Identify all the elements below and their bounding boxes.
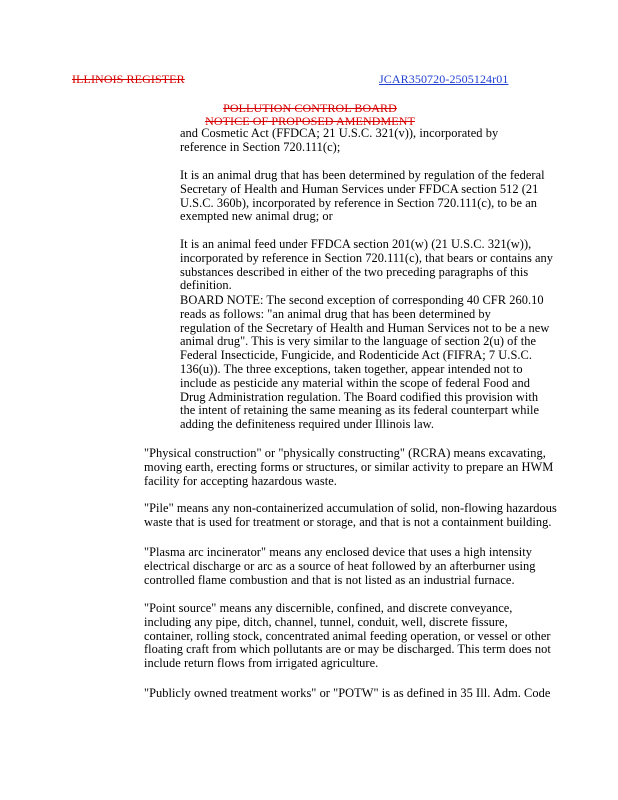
text-line: definition.: [180, 278, 232, 293]
text-line: Drug Administration regulation. The Board codified this provision with: [180, 389, 539, 404]
text-line: 136(u)). The three exceptions, taken together, appear intended not to: [180, 361, 523, 376]
text-line: include return flows from irrigated agriculture.: [144, 656, 379, 671]
text-line: "Point source" means any discernible, confined, and discrete conveyance,: [144, 601, 513, 615]
text-line: exempted new animal drug; or: [180, 209, 333, 224]
text-line: reference in Section 720.111(c);: [180, 139, 341, 154]
board-note: [180, 294, 549, 432]
text-line: adding the definiteness required under Illinois law.: [180, 417, 435, 432]
text-line: container, rolling stock, concentrated animal feeding operation, or vessel or other: [144, 628, 551, 643]
text-line: moving earth, erecting forms or structures, or similar activity to prepare an HWM: [144, 459, 554, 474]
definition-physical-construction: [144, 447, 553, 488]
notice-title: NOTICE OF PROPOSED AMENDMENT: [205, 114, 415, 128]
register-title: ILLINOIS REGISTER: [72, 72, 185, 86]
text-line: controlled flame combustion and that is not listed as an industrial furnace.: [144, 572, 515, 587]
definition-plasma-arc: [144, 546, 536, 587]
definition-potw: [144, 687, 550, 701]
text-line: "Physical construction" or "physically constructing" (RCRA) means excavating,: [144, 446, 546, 460]
document-id-link[interactable]: JCAR350720-2505124r01: [379, 72, 509, 86]
text-line: "Plasma arc incinerator" means any enclosed device that uses a high intensity: [144, 545, 532, 559]
text-line: waste that is used for treatment or storage, and that is not a containment building.: [144, 514, 552, 529]
text-line: facility for accepting hazardous waste.: [144, 473, 337, 488]
text-line: "Publicly owned treatment works" or "POTW" is as defined in 35 Ill. Adm. Code: [144, 686, 551, 700]
text-line: substances described in either of the two preceding paragraphs of this: [180, 264, 529, 279]
text-line: electrical discharge or arc as a source of heat followed by an afterburner using: [144, 558, 536, 573]
text-line: and Cosmetic Act (FFDCA; 21 U.S.C. 321(v)), incorporated by: [180, 126, 499, 140]
text-line: incorporated by reference in Section 720.111(c), that bears or contains any: [180, 250, 554, 265]
text-line: include as pesticide any material within the scope of federal Food and: [180, 375, 530, 390]
text-line: BOARD NOTE: The second exception of corresponding 40 CFR 260.10: [180, 293, 544, 307]
definition-point-source: [144, 602, 551, 671]
text-line: It is an animal feed under FFDCA section 201(w) (21 U.S.C. 321(w)),: [180, 237, 532, 251]
text-line: Secretary of Health and Human Services under FFDCA section 512 (21: [180, 181, 539, 196]
text-line: floating craft from which pollutants are or may be discharged. This term does not: [144, 642, 551, 657]
text-line: reads as follows: "an animal drug that has been determined by: [180, 306, 491, 321]
paragraph-animal-drug: [180, 169, 545, 224]
text-line: "Pile" means any non-containerized accumulation of solid, non-flowing hazardous: [144, 501, 557, 515]
paragraph-animal-feed: [180, 238, 553, 293]
definition-pile: [144, 502, 557, 530]
text-line: the intent of retaining the same meaning as its federal counterpart while: [180, 403, 540, 418]
paragraph-ffdca-cont: [180, 127, 498, 155]
text-line: including any pipe, ditch, channel, tunnel, conduit, well, discrete fissure,: [144, 614, 508, 629]
text-line: It is an animal drug that has been determined by regulation of the federal: [180, 168, 545, 182]
text-line: animal drug". This is very similar to the language of section 2(u) of the: [180, 334, 537, 349]
text-line: U.S.C. 360b), incorporated by reference in Section 720.111(c), to be an: [180, 195, 538, 210]
text-line: regulation of the Secretary of Health and Human Services not to be a new: [180, 320, 550, 335]
section-title: POLLUTION CONTROL BOARD: [223, 101, 397, 115]
text-line: Federal Insecticide, Fungicide, and Rodenticide Act (FIFRA; 7 U.S.C.: [180, 348, 533, 363]
